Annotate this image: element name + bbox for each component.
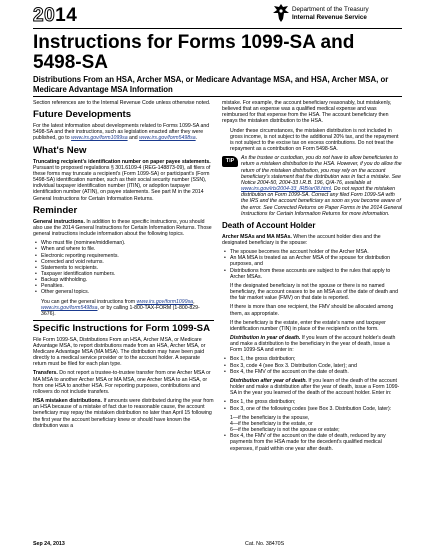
left-column xyxy=(33,100,214,432)
code-item: 1—if the beneficiary is the spouse, xyxy=(230,414,310,421)
list-item: • Box 4, the FMV of the account on the date of death, reduced by any payments from the HSA made for the decedent's qualified medical expenses, if paid within one year after death. xyxy=(230,433,403,451)
treasury-eagle-logo-icon xyxy=(273,4,289,22)
treasury-block xyxy=(292,6,402,22)
codes-list xyxy=(222,415,403,433)
not-spouse-paragraph: If the designated beneficiary is not the spouse or there is no named beneficiary, the account ceases to be an MSA as of the date of death and the fair market value (FMV) on that date is reported. xyxy=(230,282,399,302)
distribution-year-of-death-paragraph xyxy=(222,335,403,353)
reminder-heading: Reminder xyxy=(33,204,78,216)
archer-msa-paragraph xyxy=(222,234,403,246)
code-item: 4—if the beneficiary is the estate, or xyxy=(230,420,313,427)
mistake-continuation: mistake. For example, the account beneficiary reasonably, but mistakenly, believed that an expense was a qualified medical expense and was reimbursed for that expense from the HSA. The account beneficiary then repays the mistaken distribution to the HSA. xyxy=(222,100,392,125)
topics-list xyxy=(33,240,214,295)
dist-year-list xyxy=(222,356,403,374)
catalog-number: Cat. No. 38470S xyxy=(245,541,285,547)
page-footer xyxy=(33,541,402,547)
tax-year-solid: 14 xyxy=(55,5,78,26)
future-developments-text xyxy=(33,123,214,141)
tax-year xyxy=(33,6,77,26)
truncating-paragraph xyxy=(33,159,214,202)
list-item: • Box 3, one of the following codes (see Box 3. Distribution Code, later): xyxy=(230,406,403,412)
list-item: • Statements to recipients. xyxy=(41,265,214,271)
link-form1099sa[interactable]: www.irs.gov/form1099sa xyxy=(71,135,128,142)
truncating-lead: Truncating recipient's identification number on paper payee statements. xyxy=(33,158,211,165)
multiple-recipients-paragraph: If there is more than one recipient, the FMV should be allocated among them, as appropriate. xyxy=(230,304,394,317)
header-rule xyxy=(33,28,402,29)
get-forms-sep: , xyxy=(193,298,195,305)
whats-new-heading: What's New xyxy=(33,144,87,156)
list-item: • Distributions from these accounts are subject to the rules that apply to Archer MSAs. xyxy=(230,268,403,280)
truncating-text: Pursuant to proposed regulations § 301.6109-4 (REG-148873-09), all filers of these forms may truncate a recipient's (Form 1099-SA) or participant's (Form 5498-SA) identification number, such as their social security number (SSN), individual taxpayer identification number (ITIN), or adoption taxpayer identification number (ATIN), on payee statements. See part M in the 2014 General Instructions for Certain Information Returns. xyxy=(33,164,211,202)
list-item: • Corrected and void returns. xyxy=(41,259,214,265)
list-item: • Taxpayer identification numbers. xyxy=(41,271,214,277)
section-rule xyxy=(33,320,214,321)
future-developments-heading: Future Developments xyxy=(33,109,132,121)
general-text: In addition to these specific instructions, you should also use the 2014 General Instructions for Certain Information Returns. Those general instructions include information about the following topics. xyxy=(33,218,212,238)
general-instructions-paragraph xyxy=(33,219,214,237)
list-item: • Box 4, the FMV of the account on the date of death. xyxy=(230,369,403,375)
list-item: • Penalties. xyxy=(41,283,214,289)
get-forms-paragraph xyxy=(33,299,214,317)
specific-instructions-text: File Form 1099-SA, Distributions From an HSA, Archer MSA, or Medicare Advantage MSA, to report distributions made from an HSA, Archer MSA, or Medicare Advantage MSA (MA MSA). The distribution may have been paid directly to a medical service provider or to the account holder. A separate return must be filed for each plan type. xyxy=(33,336,206,368)
link-irb-2004-33[interactable]: www.irs.gov/irb/2004-33_IRB/ar08.html xyxy=(241,186,331,193)
dist-year-text: If you learn of the account holder's death and make a distribution to the beneficiary in the year of death, issue a Form 1099-SA and enter in: xyxy=(230,335,396,354)
get-forms-text: You can get the general instructions from xyxy=(41,298,137,305)
link-form5498sa-2[interactable]: www.irs.gov/form5498sa xyxy=(41,304,98,311)
dist-after-lead: Distribution after year of death. xyxy=(230,377,307,384)
mistaken-text: If amounts were distributed during the year from an HSA because of a mistake of fact due to reasonable cause, the account beneficiary may repay the mistaken distribution no later than April 15 following the first year the account beneficiary knew or should have known the distribution was a xyxy=(33,398,214,429)
mistaken-lead: HSA mistaken distributions. xyxy=(33,398,102,405)
tip-text-2: . Do not report the mistaken distribution on Form 1099-SA. Correct any filed Form 1099-SA with the IRS and the account beneficiary as soon as you become aware of the error. See Corrected Returns on Paper Forms in the 2014 General Instructions for Certain Information Returns for more information. xyxy=(241,186,402,217)
dist-after-text: If you learn of the death of the account holder and make a distribution after the year of death, issue a Form 1099-SA in the year you learned of the death of the account holder. Enter in: xyxy=(230,377,400,397)
list-item: • Who must file (nominee/middleman). xyxy=(41,240,214,246)
dist-after-list xyxy=(222,399,403,411)
tax-year-outline: 20 xyxy=(33,5,56,26)
circumstances-paragraph: Under these circumstances, the mistaken distribution is not included in gross income, is not subject to the additional 20% tax, and the repayment is not subject to the excise tax on excess contributions. Do not treat the repayment as a contribution on Form 5498-SA. xyxy=(230,127,399,153)
archer-text: When the account holder dies and the designated beneficiary is the spouse: xyxy=(222,233,381,246)
right-column xyxy=(222,100,403,455)
link-form1099sa-2[interactable]: www.irs.gov/form1099sa xyxy=(136,298,194,305)
list-item: • Other general topics. xyxy=(41,289,214,295)
section-reference-note: Section references are to the Internal Revenue Code unless otherwise noted. xyxy=(33,100,211,106)
tip-icon: TIP xyxy=(222,156,238,167)
code-item: 6—if the beneficiary is not the spouse or estate; xyxy=(230,427,340,434)
archer-list xyxy=(222,249,403,280)
list-item: • Backup withholding. xyxy=(41,277,214,283)
tip-box xyxy=(222,155,403,217)
future-end: . xyxy=(195,135,198,142)
mistaken-distributions-paragraph xyxy=(33,398,214,429)
list-item: • When and where to file. xyxy=(41,246,214,252)
general-lead: General instructions. xyxy=(33,218,85,225)
page-subtitle: Distributions From an HSA, Archer MSA, or Medicare Advantage MSA, and HSA, Archer MSA, or Medicare Advantage MSA Information xyxy=(33,75,389,94)
department-name: Department of the Treasury xyxy=(292,6,369,13)
last-box-list xyxy=(222,433,403,451)
list-item: • The spouse becomes the account holder of the Archer MSA. xyxy=(230,249,403,255)
transfers-lead: Transfers. xyxy=(33,370,58,377)
subtitle-rule xyxy=(33,96,402,97)
list-item: • Box 1, the gross distribution; xyxy=(230,399,403,405)
transfers-paragraph xyxy=(33,370,214,395)
list-item: • Box 3, code 4 (see Box 3. Distribution Code, later); and xyxy=(230,363,403,369)
estate-paragraph: If the beneficiary is the estate, enter the estate's name and taxpayer identification number (TIN) in place of the recipient's on the form. xyxy=(230,319,386,332)
future-and: and xyxy=(127,135,140,142)
list-item: • An MA MSA is treated as an Archer MSA of the spouse for distribution purposes, and xyxy=(230,255,403,267)
link-form5498sa[interactable]: www.irs.gov/form5498sa xyxy=(139,135,196,142)
agency-name: Internal Revenue Service xyxy=(292,14,367,21)
transfers-text: Do not report a trustee-to-trustee transfer from one Archer MSA or MA MSA to another Archer MSA or MA MSA, one Archer MSA to an HSA, or from one HSA to another HSA. For reporting purposes, contributions and rollovers do not include transfers. xyxy=(33,370,211,395)
distribution-after-death-paragraph xyxy=(222,378,403,396)
future-text: For the latest information about developments related to Forms 1099-SA and 5498-SA and their instructions, such as legislation enacted after they were published, go to xyxy=(33,123,210,142)
death-of-account-holder-heading: Death of Account Holder xyxy=(222,220,316,230)
get-forms-end: , or by calling 1-800-TAX-FORM (1-800-829-3676). xyxy=(41,304,200,317)
specific-instructions-heading: Specific Instructions for Form 1099-SA xyxy=(33,322,210,334)
page-title: Instructions for Forms 1099-SA and 5498-SA xyxy=(33,32,355,73)
archer-lead: Archer MSAs and MA MSAs. xyxy=(222,233,292,240)
list-item: • Box 1, the gross distribution; xyxy=(230,356,403,362)
revision-date: Sep 24, 2013 xyxy=(33,541,65,547)
tip-text: As the trustee or custodian, you do not have to allow beneficiaries to return a mistaken distribution to the HSA. However, if you do allow the return of the mistaken distribution, you may rely on the account beneficiary's statement that the distribution was in fact a mistake. See Notice 2004-50, 2004-33 I.R.B. 196, Q/A-76, available at xyxy=(241,155,402,186)
dist-year-lead: Distribution in year of death. xyxy=(230,335,301,341)
list-item: • Electronic reporting requirements. xyxy=(41,253,214,259)
